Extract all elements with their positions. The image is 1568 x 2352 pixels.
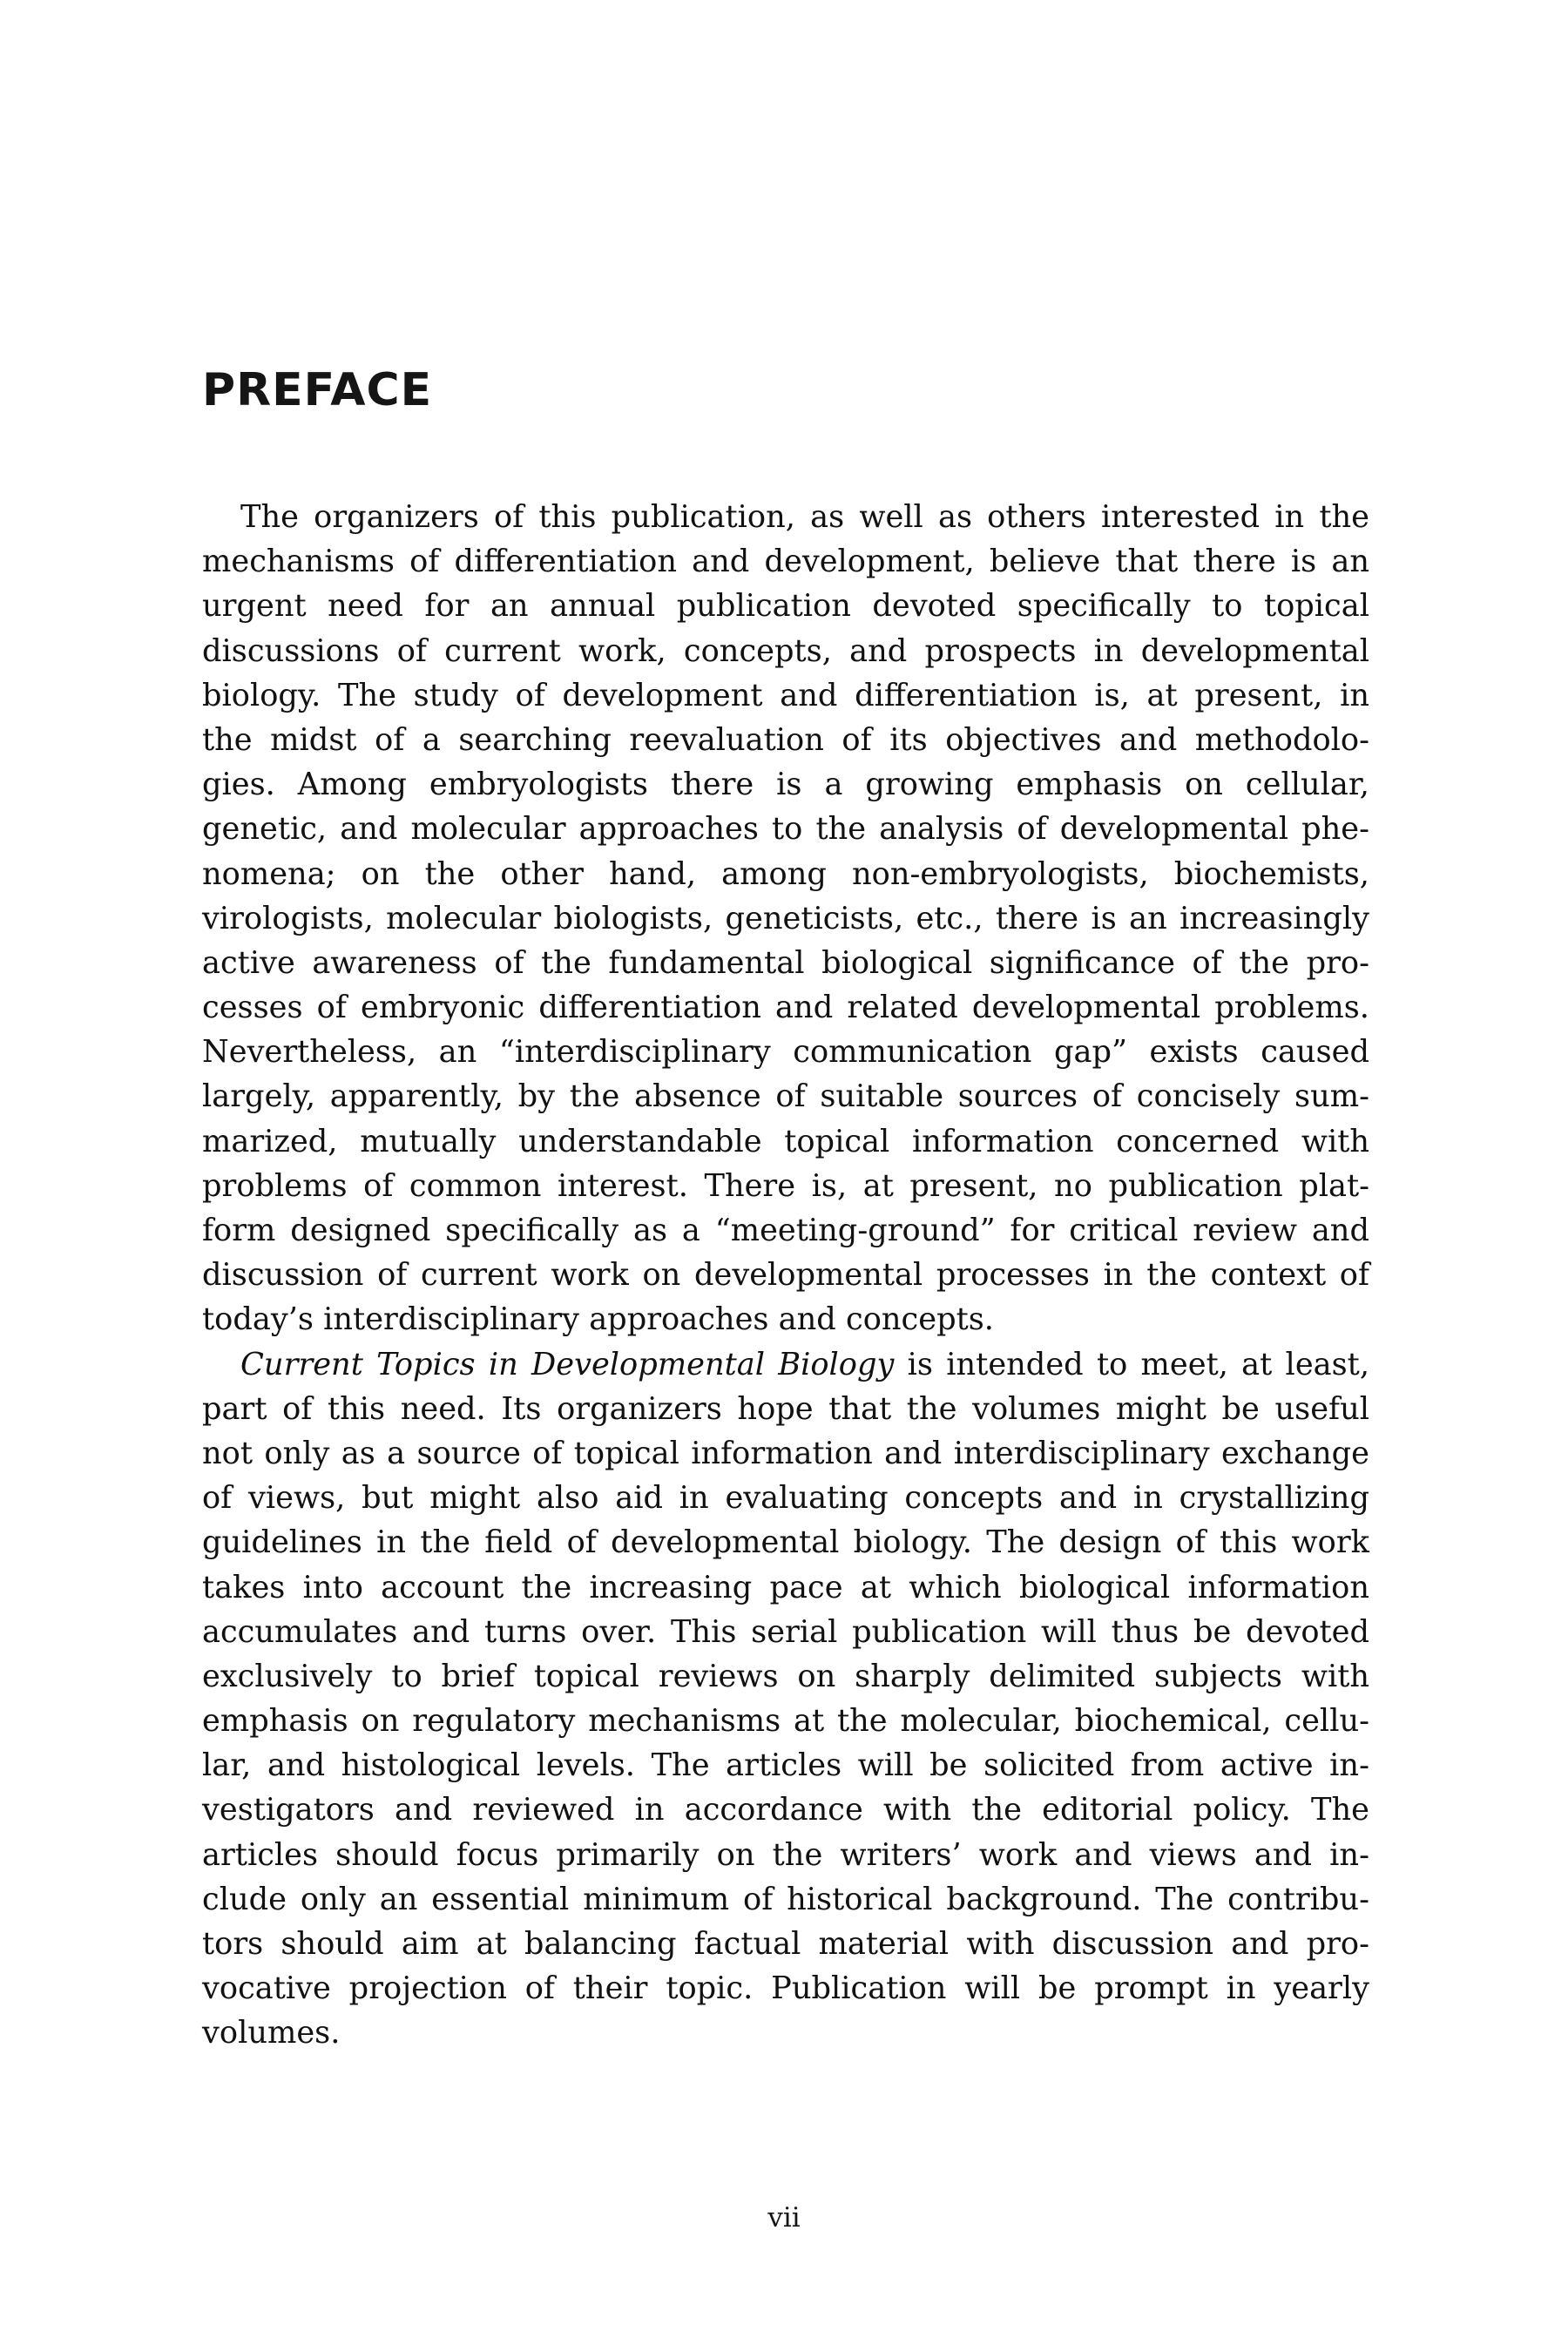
text-line: vocative projection of their topic. Publication will be prompt in yearly (202, 1970, 1369, 2007)
text-line: largely, apparently, by the absence of suitable sources of concisely sum- (202, 1078, 1369, 1115)
text-line: vestigators and reviewed in accordance with the editorial policy. The (202, 1792, 1369, 1828)
text-line: marized, mutually understandable topical information concerned with (202, 1123, 1369, 1159)
text-line: urgent need for an annual publication devoted specifically to topical (202, 588, 1369, 625)
text-line: not only as a source of topical information and interdisciplinary exchange (202, 1435, 1369, 1471)
text-line: The organizers of this publication, as well as others interested in the (240, 499, 1369, 535)
page-title: PREFACE (202, 364, 433, 416)
text-line: virologists, molecular biologists, geneticists, etc., there is an increasingly (202, 900, 1369, 936)
text-line: form designed specifically as a “meeting-ground” for critical review and (202, 1213, 1369, 1248)
text-line: genetic, and molecular approaches to the analysis of developmental phe- (202, 811, 1369, 848)
text-line: part of this need. Its organizers hope that the volumes might be useful (202, 1390, 1369, 1427)
text-line: tors should aim at balancing factual material with discussion and pro- (202, 1926, 1369, 1962)
text-line: nomena; on the other hand, among non-embryologists, biochemists, (202, 855, 1369, 892)
text-line: problems of common interest. There is, at present, no publication plat- (202, 1167, 1369, 1204)
text-line: articles should focus primarily on the writers’ work and views and in- (202, 1836, 1369, 1873)
series-title: Current Topics in Developmental Biology (240, 1346, 895, 1382)
text-line (202, 1342, 1369, 1387)
text-line: clude only an essential minimum of historical background. The contribu- (202, 1881, 1369, 1917)
text-line: mechanisms of differentiation and development, believe that there is an (202, 544, 1369, 580)
text-line: guidelines in the field of developmental biology. The design of this work (202, 1524, 1369, 1561)
series-title-continuation: is intended to meet, at least, (894, 1346, 1370, 1382)
text-line: accumulates and turns over. This serial publication will thus be devoted (202, 1613, 1369, 1650)
text-line: emphasis on regulatory mechanisms at the molecular, biochemical, cellu- (202, 1703, 1369, 1740)
text-line: Nevertheless, an “interdisciplinary communication gap” exists caused (202, 1034, 1369, 1071)
text-line: gies. Among embryologists there is a growing emphasis on cellular, (202, 767, 1369, 803)
text-line: takes into account the increasing pace at which biological information (202, 1569, 1369, 1605)
text-line: volumes. (202, 2015, 341, 2051)
preface-body (202, 495, 1369, 2056)
text-line: exclusively to brief topical reviews on sharply delimited subjects with (202, 1658, 1369, 1694)
text-line: of views, but might also aid in evaluating concepts and in crystallizing (202, 1480, 1369, 1517)
page-number: vii (767, 2202, 801, 2234)
text-line: discussions of current work, concepts, and prospects in developmental (202, 632, 1369, 669)
text-line: active awareness of the fundamental biological significance of the pro- (202, 944, 1369, 981)
text-line: the midst of a searching reevaluation of its objectives and methodolo- (202, 721, 1369, 758)
text-line: biology. The study of development and differentiation is, at present, in (202, 677, 1369, 713)
text-line: lar, and histological levels. The articles will be solicited from active in- (202, 1747, 1369, 1784)
text-line: today’s interdisciplinary approaches and concepts. (202, 1301, 994, 1338)
text-line: discussion of current work on developmental processes in the context of (202, 1257, 1369, 1294)
text-line: cesses of embryonic differentiation and related developmental problems. (202, 990, 1369, 1026)
